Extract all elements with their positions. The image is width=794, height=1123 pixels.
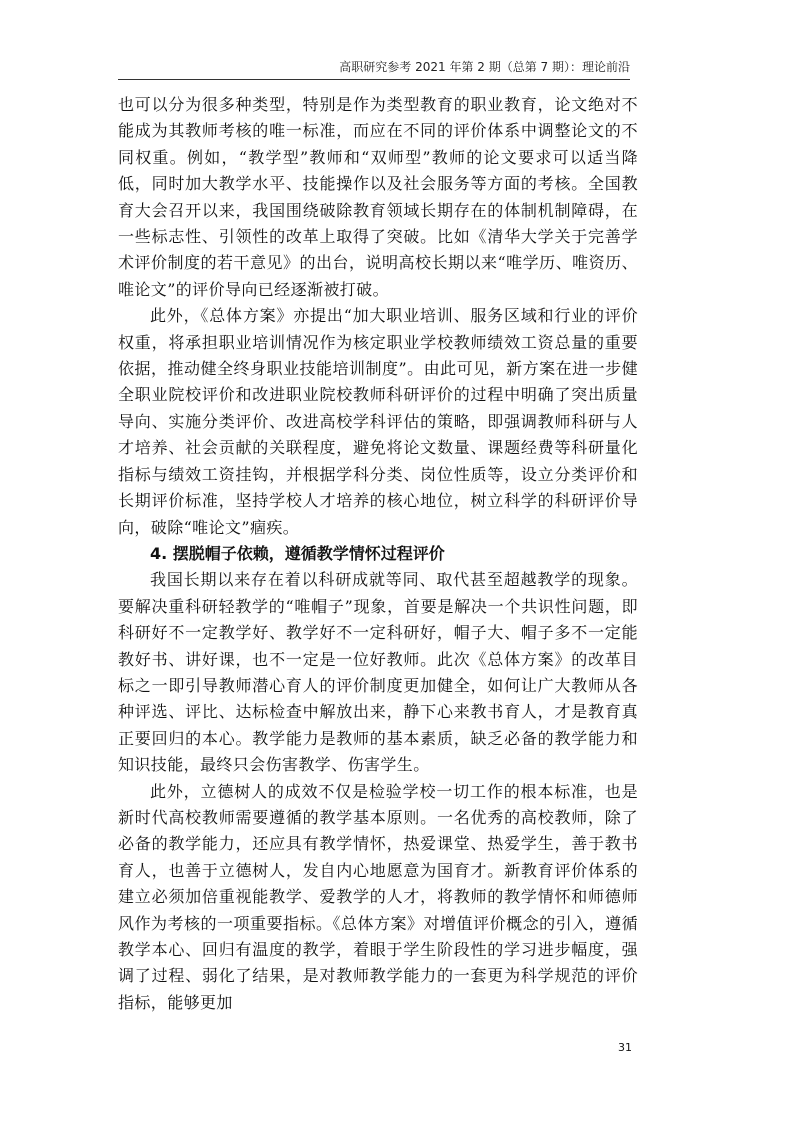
page-number: 31: [618, 1041, 632, 1054]
paragraph: 此外，《总体方案》亦提出“加大职业培训、服务区域和行业的评价权重，将承担职业培训情况作为核定职业学校教师绩效工资总量的重要依据，推动健全终身职业技能培训制度”。由此可见，新方案在进一步健全职业院校评价和改进职业院校教师科研评价的过程中明确了突出质量导向、实施分类评价、改进高校学科评估的策略，即强调教师科研与人才培养、社会贡献的关联程度，避免将论文数量、课题经费等科研量化指标与绩效工资挂钩，并根据学科分类、岗位性质等，设立分类评价和长期评价标准，坚持学校人才培养的核心地位，树立科学的科研评价导向，破除“唯论文”痼疾。: [118, 306, 638, 537]
paragraph: 我国长期以来存在着以科研成就等同、取代甚至超越教学的现象。要解决重科研轻教学的“唯帽子”现象，首要是解决一个共识性问题，即科研好不一定教学好、教学好不一定科研好，帽子大、帽子多不一定能教好书、讲好课，也不一定是一位好教师。此次《总体方案》的改革目标之一即引导教师潜心育人的评价制度更加健全，如何让广大教师从各种评选、评比、达标检查中解放出来，静下心来教书育人，才是教育真正要回归的本心。教学能力是教师的基本素质，缺乏必备的教学能力和知识技能，最终只会伤害教学、伤害学生。: [118, 570, 638, 775]
section-heading: 4. 摆脱帽子依赖，遵循教学情怀过程评价: [150, 543, 445, 563]
paragraph: 此外，立德树人的成效不仅是检验学校一切工作的根本标准，也是新时代高校教师需要遵循的教学基本原则。一名优秀的高校教师，除了必备的教学能力，还应具有教学情怀，热爱课堂、热爱学生，善于教书育人，也善于立德树人，发自内心地愿意为国育才。新教育评价体系的建立必须加倍重视能教学、爱教学的人才，将教师的教学情怀和师德师风作为考核的一项重要指标。《总体方案》对增值评价概念的引入，遵循教学本心、回归有温度的教学，着眼于学生阶段性的学习进步幅度，强调了过程、弱化了结果，是对教师教学能力的一套更为科学规范的评价指标，能够更加: [118, 781, 638, 1012]
running-header: 高职研究参考 2021 年第 2 期（总第 7 期）：理论前沿: [339, 60, 630, 74]
paragraph-continued: 也可以分为很多种类型，特别是作为类型教育的职业教育，论文绝对不能成为其教师考核的唯一标准，而应在不同的评价体系中调整论文的不同权重。例如，“教学型”教师和“双师型”教师的论文要求可以适当降低，同时加大教学水平、技能操作以及社会服务等方面的考核。全国教育大会召开以来，我国围绕破除教育领域长期存在的体制机制障碍，在一些标志性、引领性的改革上取得了突破。比如《清华大学关于完善学术评价制度的若干意见》的出台，说明高校长期以来“唯学历、唯资历、唯论文”的评价导向已经逐渐被打破。: [118, 95, 638, 299]
header-divider: [118, 79, 630, 80]
article-body: [118, 92, 638, 1016]
